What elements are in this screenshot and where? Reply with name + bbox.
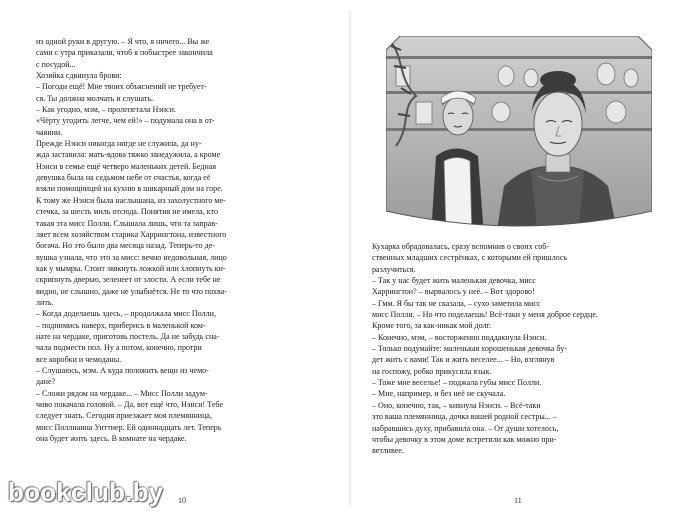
text-line: стечка, за шесть миль отсюда. Понятия не имела, кто (36, 207, 218, 217)
text-line: это ваша племянница, дочка вашей родной сестры... – (372, 412, 557, 422)
text-line: девушка была на седьмом небе от счастья, когда её (36, 173, 211, 183)
text-line: – Гмм. Я бы так не сказала, – сухо заметила мисс (372, 298, 541, 308)
text-line: – Погоди ещё! Мне твоих объяснений не требует- (36, 82, 207, 92)
text-line: она будет жить здесь. В комнате на чердаке. (36, 434, 187, 444)
text-line: Кухарка обрадовалась, сразу вспомнив о своих соб- (372, 242, 549, 251)
text-line: сами с утра приказали, чтоб я побыстрее закончила (36, 48, 213, 58)
text-line: дет жить с вами! Так и жить веселее... – Но, взглянув (372, 355, 555, 365)
watermark-text: bookclub.by (8, 477, 164, 507)
text-line: следует знать. Сегодня приезжает моя племянница, (36, 411, 213, 421)
text-line: дане? (36, 377, 56, 387)
text-line: все коробки и чемоданы. (36, 354, 122, 364)
text-line: ляет всем хозяйством старика Харрингтона, известного (36, 229, 227, 239)
text-line: К тому же Нэнси была наслышана, из захолустного ме- (36, 195, 226, 205)
text-line: жда заставила: мать-вдова тяжко занедужила, а кроме (36, 150, 221, 160)
text-line: лить. (36, 297, 54, 307)
left-page-number: 10 (178, 496, 186, 505)
text-line: чаянии. (36, 127, 63, 137)
text-line: богача. Но это было два месяца назад. Теперь-то де- (36, 241, 215, 251)
text-line: – Слушаюсь, мэм. А куда положить вещи из чемо- (36, 365, 209, 375)
text-line: набравшись духу, прибавила она. – От души хотелось, (372, 423, 559, 433)
text-line: Хозяйка сдвинула брови: (36, 71, 122, 81)
text-line: из одной руки в другую. – Я что, я ничего... Вы же (36, 37, 210, 46)
left-page-text (36, 36, 328, 444)
text-line: «Чёрту угодить легче, чем ей!» – подумала она в от- (36, 116, 215, 126)
text-line: видно, не слышно, даже не улыбнётся. Не то что похва- (36, 286, 227, 296)
text-line: чиво покачала головой. – Да, вот ещё что, Нэнси! Тебе (36, 400, 223, 409)
text-line: скрипнуть дверью, зеленеет от злости. А если тебе не (36, 275, 221, 285)
text-line: вушка узнала, что это за мисс: вечно недовольная, лицо (36, 252, 227, 262)
text-line: мисс Полли. – Но что поделаешь! Всё-таки у меня доброе сердце. (372, 310, 598, 320)
page-gutter (348, 10, 352, 505)
text-line: – Сложи рядом на чердаке... – Мисс Полли задум- (36, 388, 208, 398)
text-line: – Так у нас будет жить маленькая девочка, мисс (372, 276, 536, 286)
text-line: – Тоже мне веселье! – поджала губы мисс Полли. (372, 378, 542, 388)
text-line: ся. Ты должна молчать и слушать. (36, 93, 154, 103)
text-line: мисс Поллианна Уиттиер. Ей одиннадцать лет. Теперь (36, 422, 222, 432)
text-line: – Оно, конечно, так, – кивнула Нэнси. – Всё-таки (372, 400, 541, 410)
text-line: ветливее. (372, 446, 404, 456)
text-line: ственных младших сестрёнках, с которыми ей пришлось (372, 253, 568, 263)
text-line: Кроме того, за как-никак мой долг. (372, 321, 491, 331)
text-line: – Только подумайте: маленькая хорошенькая девочка бу- (372, 344, 567, 354)
text-line: с посудой... (36, 59, 76, 69)
text-line: – Как угодно, мэм, – пролепетала Нэнси. (36, 105, 176, 115)
text-line: Прежде Нэнси никогда нигде не служила, да ну- (36, 139, 202, 149)
text-line: – поднимись наверх, приберись в маленькой ком- (36, 320, 206, 330)
text-line: – Мне, например, и без неё не скучала. (372, 389, 506, 399)
right-page-text (372, 241, 666, 457)
text-line: взяли помощницей на кухню в шикарный дом на горе. (36, 184, 223, 194)
text-line: Харрингтон? – вырвалось у неё. – Вот здорово! (372, 287, 535, 297)
text-line: чала подмести пол. Ну а потом, конечно, протри (36, 343, 202, 353)
illustration-maid-and-lady-icon (386, 36, 652, 231)
text-line: – Конечно, мэм, – восторженно поддакнула Нэнси. (372, 332, 547, 342)
text-line: – Когда доделаешь здесь, – продолжала мисс Полли, (36, 309, 216, 319)
text-line: Нэнси в семье ещё четверо маленьких детей. Бедная (36, 161, 217, 171)
text-line: как у мымры. Стоит звякнуть ложкой или хлопнуть ки- (36, 263, 226, 273)
text-line: на госпожу, робко прикусила язык. (372, 366, 492, 376)
text-line: чтобы девочку в этом доме встретили как можно при- (372, 434, 557, 444)
right-page-number: 11 (514, 496, 522, 505)
text-line: нате на чердаке, приготовь постель. Да не забудь сна- (36, 331, 220, 341)
text-line: разлучиться. (372, 264, 416, 274)
text-line: такая эта мисс Полли. Слышала лишь, что та заправ- (36, 218, 218, 228)
